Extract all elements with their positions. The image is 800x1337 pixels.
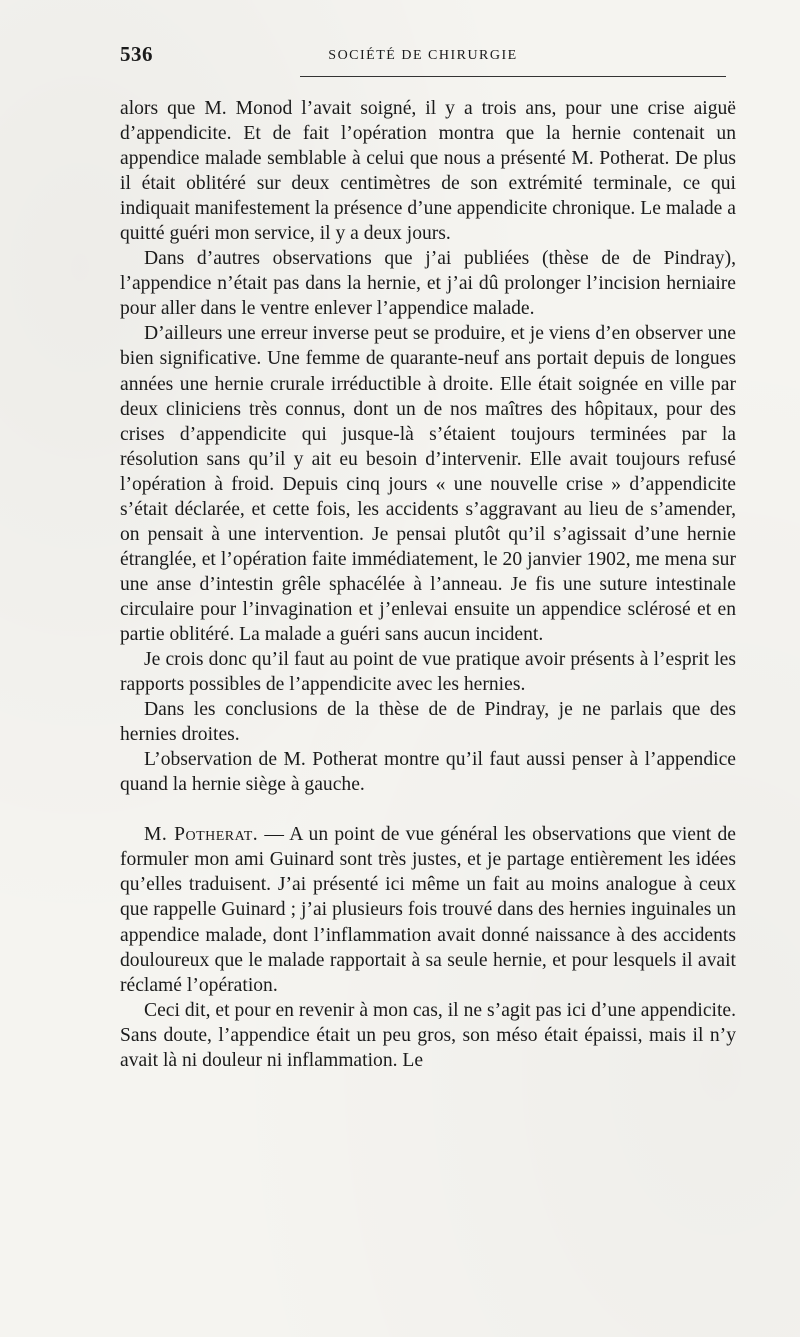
body-text bbox=[120, 96, 736, 1073]
paragraph: L’observation de M. Potherat montre qu’il faut aussi penser à l’appendice quand la hernie siège à gauche. bbox=[120, 749, 736, 796]
paragraph: alors que M. Monod l’avait soigné, il y a trois ans, pour une crise aiguë d’appendicite. Et de fait l’opération montra que la hernie contenait un appendice malade semblable à celui que nous a présenté M. Potherat. De plus il était oblitéré sur deux centimètres de son extrémité terminale, ce qui indiquait manifestement la présence d’une appendicite chronique. Le malade a quitté guéri mon service, il y a deux jours. bbox=[120, 98, 736, 245]
speaker-name: M. Potherat. bbox=[144, 824, 259, 846]
speaker-paragraph bbox=[120, 822, 736, 997]
page-number: 536 bbox=[120, 42, 153, 66]
running-title: SOCIÉTÉ DE CHIRURGIE bbox=[328, 48, 518, 63]
page-header bbox=[120, 42, 726, 70]
paragraph: D’ailleurs une erreur inverse peut se produire, et je viens d’en observer une bien significative. Une femme de quarante-neuf ans portait depuis de longues années une hernie crurale irréductible à droite. Elle était soignée en ville par deux cliniciens très connus, dont un de nos maîtres des hôpitaux, pour des crises d’appendicite qui jusque-là s’étaient toujours terminées par la résolution sans qu’il y ait eu besoin d’intervenir. Elle avait toujours refusé l’opération à froid. Depuis cinq jours « une nouvelle crise » d’appendicite s’était déclarée, et cette fois, les accidents s’aggravant au lieu de s’amender, on pensait à une intervention. Je pensai plutôt qu’il s’agissait d’une hernie étranglée, et l’opération faite immédiatement, le 20 janvier 1902, me mena sur une anse d’intestin grêle sphacélée à l’anneau. Je fis une suture intestinale circulaire pour l’invagination et j’enlevai ensuite un appendice sclérosé et en partie oblitéré. La malade a guéri sans aucun incident. bbox=[120, 323, 736, 645]
paragraph: Dans d’autres observations que j’ai publiées (thèse de de Pindray), l’appendice n’était pas dans la hernie, et j’ai dû prolonger l’incision herniaire pour aller dans le ventre enlever l’appendice malade. bbox=[120, 248, 736, 320]
paragraph: Ceci dit, et pour en revenir à mon cas, il ne s’agit pas ici d’une appendicite. Sans doute, l’appendice était un peu gros, son méso était épaissi, mais il n’y avait là ni douleur ni inflammation. Le bbox=[120, 999, 736, 1071]
speaker-text: — A un point de vue général les observations que vient de formuler mon ami Guinard sont très justes, et je partage entièrement les idées qu’elles traduisent. J’ai présenté ici même un fait au moins analogue à ceux que rappelle Guinard ; j’ai plusieurs fois trouvé dans des hernies inguinales un appendice malade, dont l’inflammation avait donné naissance à des accidents douloureux que le malade rapportait à sa seule hernie, et pour lesquels il avait réclamé l’opération. bbox=[120, 824, 736, 996]
paragraph: Dans les conclusions de la thèse de de Pindray, je ne parlais que des hernies droites. bbox=[120, 699, 736, 746]
header-rule bbox=[300, 76, 726, 77]
paragraph: Je crois donc qu’il faut au point de vue pratique avoir présents à l’esprit les rapports possibles de l’appendicite avec les hernies. bbox=[120, 649, 736, 696]
